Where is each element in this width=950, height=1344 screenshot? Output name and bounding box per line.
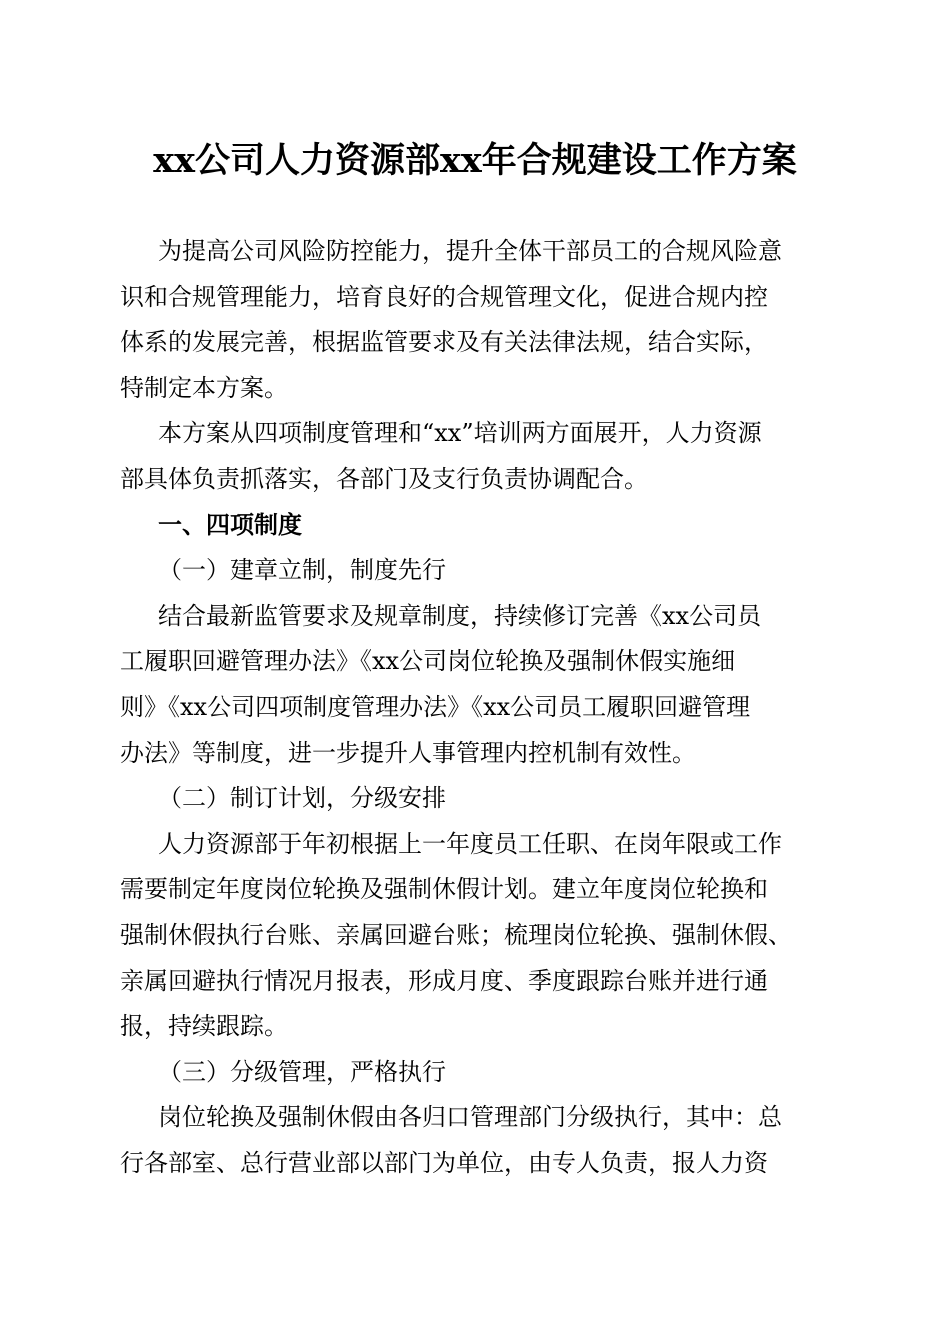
paragraph-line: 识和合规管理能力，培育良好的合规管理文化，促进合规内控 [120,282,768,311]
paragraph-line: 特制定本方案。 [120,373,288,402]
section-heading: 一、四项制度 [158,510,302,539]
document-body [120,229,840,1186]
subsection-heading: （三）分级管理，严格执行 [158,1057,446,1086]
subsection-heading: （二）制订计划，分级安排 [158,784,446,813]
paragraph-line: 需要制定年度岗位轮换及强制休假计划。建立年度岗位轮换和 [120,875,768,904]
paragraph-line: 岗位轮换及强制休假由各归口管理部门分级执行，其中：总 [158,1103,782,1132]
paragraph-line: 亲属回避执行情况月报表，形成月度、季度跟踪台账并进行通 [120,966,768,995]
paragraph-line: 人力资源部于年初根据上一年度员工任职、在岗年限或工作 [158,829,782,858]
paragraph-line: 部具体负责抓落实，各部门及支行负责协调配合。 [120,464,648,493]
paragraph-line: 强制休假执行台账、亲属回避台账；梳理岗位轮换、强制休假、 [120,920,792,949]
paragraph-line: 结合最新监管要求及规章制度，持续修订完善《xx公司员 [158,601,762,630]
paragraph-line: 工履职回避管理办法》《xx公司岗位轮换及强制休假实施细 [120,647,736,676]
paragraph-line: 报，持续跟踪。 [120,1012,288,1041]
subsection-heading: （一）建章立制，制度先行 [158,556,446,585]
paragraph-line: 则》《xx公司四项制度管理办法》《xx公司员工履职回避管理 [120,692,751,721]
document-title: xx公司人力资源部xx年合规建设工作方案 [153,140,797,181]
paragraph-line: 为提高公司风险防控能力，提升全体干部员工的合规风险意 [158,237,782,265]
paragraph-line: 行各部室、总行营业部以部门为单位，由专人负责，报人力资 [120,1148,768,1177]
paragraph-line: 体系的发展完善，根据监管要求及有关法律法规，结合实际， [120,328,768,357]
paragraph-line: 办法》等制度，进一步提升人事管理内控机制有效性。 [120,738,696,767]
paragraph-line: 本方案从四项制度管理和“xx”培训两方面展开，人力资源 [158,419,762,448]
